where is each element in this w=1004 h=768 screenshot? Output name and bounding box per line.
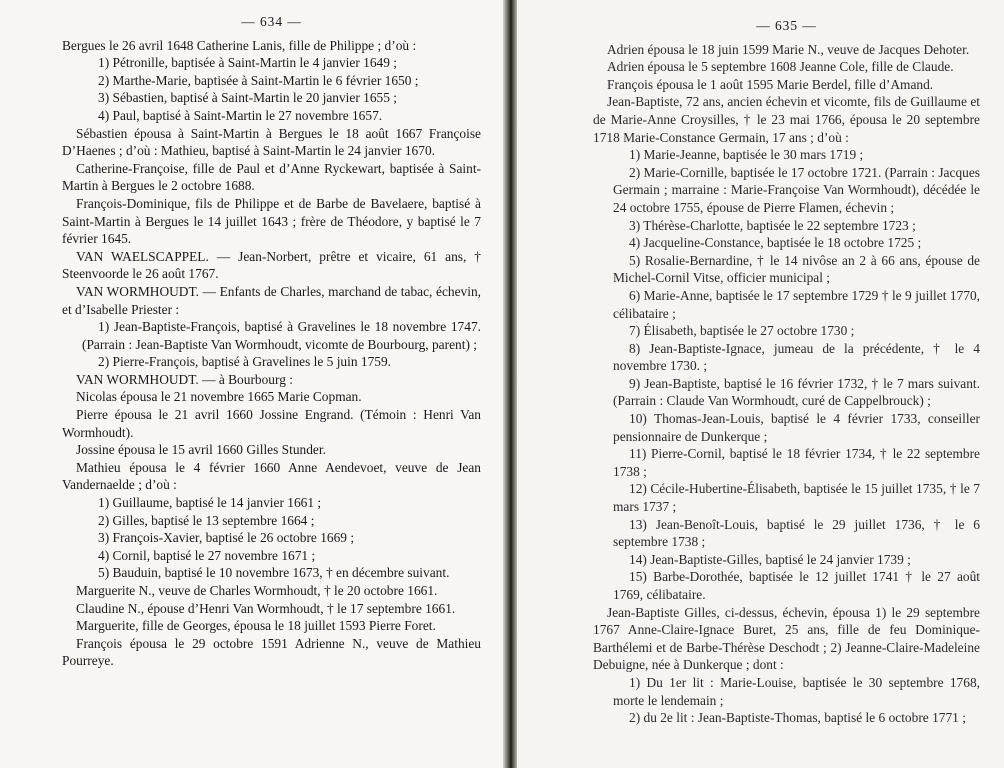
paragraph: Adrien épousa le 18 juin 1599 Marie N., veuve de Jacques Dehoter. xyxy=(607,41,970,57)
paragraph: Jossine épousa le 15 avril 1660 Gilles Stunder. xyxy=(76,442,326,458)
list-item: 1) Du 1er lit : Marie-Louise, baptisée le 30 septembre 1768, morte le lendemain ; xyxy=(613,674,980,708)
paragraph: Marguerite N., veuve de Charles Wormhoudt, † le 20 octobre 1661. xyxy=(76,583,438,598)
paragraph: François épousa le 29 octobre 1591 Adrienne N., veuve de Mathieu Pourreye. xyxy=(62,635,481,669)
paragraph: Sébastien épousa à Saint-Martin à Bergues le 18 août 1667 Françoise D’Haenes ; d’où : Mathieu, baptisé à Saint-Martin le 24 janvier 1670. xyxy=(62,125,481,159)
list-item: 8) Jean-Baptiste-Ignace, jumeau de la précédente, † le 4 novembre 1730. ; xyxy=(613,340,980,374)
paragraph: François épousa le 1 août 1595 Marie Berdel, fille d’Amand. xyxy=(607,76,934,92)
list-item: 11) Pierre-Cornil, baptisé le 18 février 1734, † le 22 septembre 1738 ; xyxy=(613,446,980,479)
list-item: 15) Barbe-Dorothée, baptisée le 12 juillet 1741 † le 27 août 1769, célibataire. xyxy=(613,569,980,602)
paragraph: Claudine N., épouse d’Henri Van Wormhoudt, † le 17 septembre 1661. xyxy=(76,600,456,616)
paragraph: Marguerite, fille de Georges, épousa le 18 juillet 1593 Pierre Foret. xyxy=(76,618,436,634)
list-item: 6) Marie-Anne, baptisée le 17 septembre 1729 † le 9 juillet 1770, célibataire ; xyxy=(613,287,980,321)
list-item: 3) Sébastien, baptisé à Saint-Martin le 20 janvier 1655 ; xyxy=(98,90,397,106)
right-page-number: — 635 — xyxy=(756,18,817,33)
right-page xyxy=(517,0,1004,768)
list-item: 5) Bauduin, baptisé le 10 novembre 1673, † en décembre suivant. xyxy=(98,565,450,581)
paragraph: Bergues le 26 avril 1648 Catherine Lanis, fille de Philippe ; d’où : xyxy=(62,37,417,53)
paragraph: VAN WORMHOUDT. — à Bourbourg : xyxy=(76,371,293,387)
paragraph: VAN WAELSCAPPEL. — Jean-Norbert, prêtre et vicaire, 61 ans, † Steenvoorde le 26 août 1767. xyxy=(62,248,481,282)
right-page-body xyxy=(593,41,980,727)
list-item: 1) Jean-Baptiste-François, baptisé à Gravelines le 18 novembre 1747. (Parrain : Jean-Baptiste Van Wormhoudt, vicomte de Bourbourg, parent) ; xyxy=(82,319,481,352)
paragraph: Jean-Baptiste Gilles, ci-dessus, échevin, épousa 1) le 29 septembre 1767 Anne-Claire-Ignace Buret, 25 ans, fille de feu Dominique-Barthélemi et de Barbe-Thérèse Deschodt ; 2) Jeanne-Claire-Madeleine Debuigne, née à Dunkerque ; dont : xyxy=(593,604,980,673)
left-page-body xyxy=(62,37,481,670)
paragraph: Pierre épousa le 21 avril 1660 Jossine Engrand. (Témoin : Henri Van Wormhoudt). xyxy=(62,407,481,440)
list-item: 13) Jean-Benoît-Louis, baptisé le 29 juillet 1736, † le 6 septembre 1738 ; xyxy=(613,516,980,550)
paragraph: Jean-Baptiste, 72 ans, ancien échevin et vicomte, fils de Guillaume et de Marie-Anne Croysilles, † le 23 mai 1766, épousa le 20 septembre 1718 Marie-Constance Germain, 17 ans ; d’où : xyxy=(593,94,980,145)
list-item: 1) Pétronille, baptisée à Saint-Martin le 4 janvier 1649 ; xyxy=(98,55,397,71)
list-item: 1) Marie-Jeanne, baptisée le 30 mars 1719 ; xyxy=(629,147,864,163)
list-item: 4) Paul, baptisé à Saint-Martin le 27 novembre 1657. xyxy=(98,107,383,123)
paragraph: Nicolas épousa le 21 novembre 1665 Marie Copman. xyxy=(76,389,362,405)
list-item: 10) Thomas-Jean-Louis, baptisé le 4 février 1733, conseiller pensionnaire de Dunkerque ; xyxy=(613,411,980,444)
paragraph: VAN WORMHOUDT. — Enfants de Charles, marchand de tabac, échevin, et d’Isabelle Priester : xyxy=(62,283,481,317)
list-item: 2) Pierre-François, baptisé à Gravelines le 5 juin 1759. xyxy=(98,354,392,370)
paragraph: Catherine-Françoise, fille de Paul et d’Anne Ryckewart, baptisée à Saint-Martin à Bergues le 2 octobre 1688. xyxy=(62,160,481,194)
list-item: 1) Guillaume, baptisé le 14 janvier 1661 ; xyxy=(98,495,322,511)
paragraph: Mathieu épousa le 4 février 1660 Anne Aendevoet, veuve de Jean Vandernaelde ; d’où : xyxy=(62,459,481,493)
list-item: 5) Rosalie-Bernardine, † le 14 nivôse an 2 à 66 ans, épouse de Michel-Cornil Vitse, officier municipal ; xyxy=(613,252,980,286)
list-item: 2) Gilles, baptisé le 13 septembre 1664 ; xyxy=(98,512,315,528)
list-item: 2) Marie-Cornille, baptisée le 17 octobre 1721. (Parrain : Jacques Germain ; marraine : Marie-Françoise Van Wormhoudt), décédée le 24 octobre 1755, épouse de Pierre Flamen, échevin ; xyxy=(613,164,980,215)
list-item: 9) Jean-Baptiste, baptisé le 16 février 1732, † le 7 mars suivant. (Parrain : Claude Van Wormhoudt, curé de Cappelbrouck) ; xyxy=(613,375,980,409)
list-item: 4) Cornil, baptisé le 27 novembre 1671 ; xyxy=(98,547,316,563)
list-item: 14) Jean-Baptiste-Gilles, baptisé le 24 janvier 1739 ; xyxy=(629,551,911,567)
list-item: 3) François-Xavier, baptisé le 26 octobre 1669 ; xyxy=(98,530,355,546)
list-item: 2) du 2e lit : Jean-Baptiste-Thomas, baptisé le 6 octobre 1771 ; xyxy=(629,710,966,726)
list-item: 3) Thérèse-Charlotte, baptisée le 22 septembre 1723 ; xyxy=(629,217,916,233)
list-item: 4) Jacqueline-Constance, baptisée le 18 octobre 1725 ; xyxy=(629,235,922,251)
list-item: 2) Marthe-Marie, baptisée à Saint-Martin le 6 février 1650 ; xyxy=(98,72,419,88)
list-item: 7) Élisabeth, baptisée le 27 octobre 1730 ; xyxy=(629,323,855,339)
paragraph: Adrien épousa le 5 septembre 1608 Jeanne Cole, fille de Claude. xyxy=(607,59,954,75)
list-item: 12) Cécile-Hubertine-Élisabeth, baptisée le 15 juillet 1735, † le 7 mars 1737 ; xyxy=(613,481,980,515)
left-page-number: — 634 — xyxy=(241,14,302,29)
paragraph: François-Dominique, fils de Philippe et de Barbe de Bavelaere, baptisé à Saint-Martin à Bergues le 14 juillet 1643 ; frère de Théodore, y baptisé le 7 février 1645. xyxy=(62,195,481,247)
